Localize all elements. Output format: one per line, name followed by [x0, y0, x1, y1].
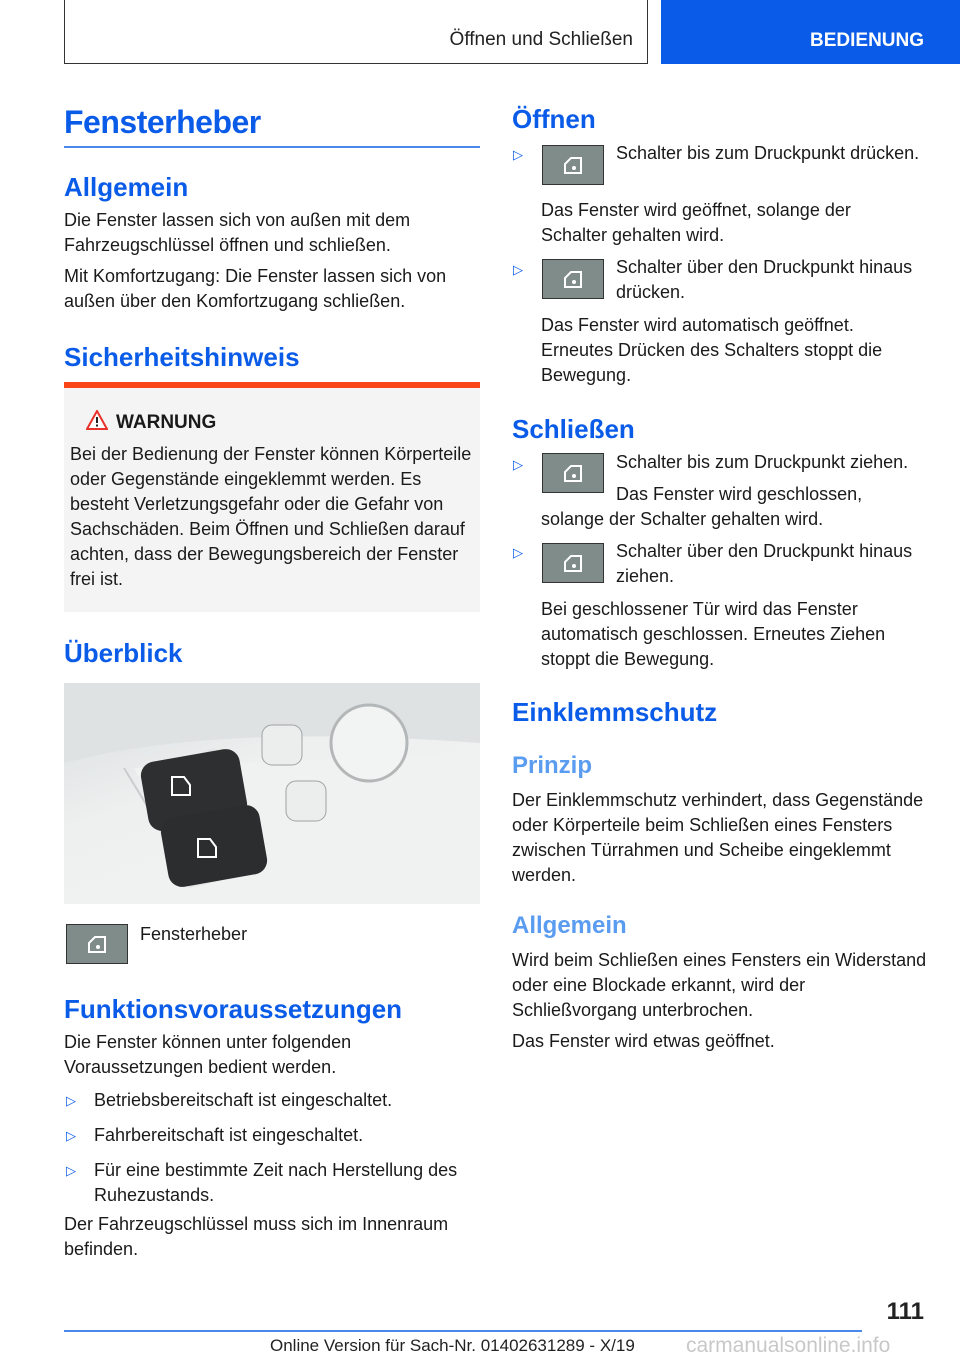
window-switch-photo	[64, 683, 480, 904]
page-number: 111	[886, 1298, 924, 1325]
section-title: Öffnen und Schließen	[449, 29, 633, 50]
heading-allgemein: Allgemein	[64, 172, 189, 202]
page-title: Fensterheber	[64, 104, 261, 140]
chapter-tab-label: BEDIENUNG	[810, 30, 925, 51]
bullet-icon: ▷	[513, 147, 523, 162]
funktion-intro: Die Fenster können unter folgenden Voraussetzungen bedient werden.	[64, 1032, 352, 1077]
warning-text: Bei der Bedienung der Fenster können Körperteile oder Gegenstände eingeklemmt werden. Es besteht Verletzungsgefahr oder die Gefahr von Sachschäden. Beim Öffnen und Schließen darauf achten, dass der Bewegungsbereich der Fenster frei ist.	[70, 444, 472, 589]
window-lifter-icon	[543, 146, 603, 184]
bullet-icon: ▷	[513, 262, 523, 277]
allgemein-p1: Die Fenster lassen sich von außen mit dem Fahrzeugschlüssel öffnen und schließen.	[64, 210, 411, 255]
heading-sicherheitshinweis: Sicherheitshinweis	[64, 342, 300, 372]
schliessen-step2: Schalter über den Druckpunkt hinaus ziehen.	[616, 541, 913, 586]
warning-bar	[64, 382, 480, 388]
header-section-box	[64, 0, 648, 64]
heading-schliessen: Schließen	[512, 414, 635, 444]
allgemein-text-2: Das Fenster wird etwas geöffnet.	[512, 1031, 775, 1051]
schliessen-step1: Schalter bis zum Druckpunkt ziehen.	[616, 452, 909, 472]
allgemein-text: Wird beim Schließen eines Fensters ein Widerstand oder eine Blockade erkannt, wird der Schließvorgang unterbrochen.	[512, 950, 927, 1020]
online-version-text: Online Version für Sach-Nr. 01402631289 - X/19	[270, 1336, 635, 1355]
oeffnen-step2: Schalter über den Druckpunkt hinaus drücken.	[616, 257, 913, 302]
symbol-caption: Fensterheber	[140, 924, 248, 944]
bullet-icon: ▷	[513, 457, 523, 472]
heading-einklemmschutz: Einklemmschutz	[512, 697, 718, 727]
watermark: carmanualsonline.info	[686, 1334, 891, 1357]
schliessen-step1-note: Das Fenster wird geschlossen, solange der Schalter gehalten wird.	[541, 484, 863, 529]
bullet-icon: ▷	[513, 545, 523, 560]
warning-title: WARNUNG	[116, 412, 217, 433]
warning-box	[64, 382, 480, 612]
schliessen-step2-note: Bei geschlossener Tür wird das Fenster automatisch geschlossen. Erneutes Ziehen stoppt die Bewegung.	[541, 599, 886, 669]
funktion-item: Für eine bestimmte Zeit nach Herstellung des Ruhezustands.	[94, 1160, 458, 1205]
title-rule	[64, 146, 480, 148]
oeffnen-step1-note: Das Fenster wird geöffnet, solange der Schalter gehalten wird.	[541, 200, 851, 245]
heading-prinzip: Prinzip	[512, 752, 593, 779]
funktion-item: Fahrbereitschaft ist eingeschaltet.	[94, 1125, 364, 1145]
window-switch-symbol	[542, 543, 604, 583]
bullet-icon: ▷	[66, 1128, 76, 1143]
heading-oeffnen: Öffnen	[512, 104, 596, 134]
bullet-icon: ▷	[66, 1093, 76, 1108]
window-switch-symbol	[542, 259, 604, 299]
funktion-item: Betriebsbereitschaft ist eingeschaltet.	[94, 1090, 393, 1110]
oeffnen-step2-note: Das Fenster wird automatisch geöffnet. Erneutes Drücken des Schalters stoppt die Bewegung.	[541, 315, 883, 385]
window-lifter-symbol	[66, 924, 128, 964]
warning-triangle-icon	[86, 410, 108, 430]
footer-rule	[64, 1330, 862, 1332]
window-switch-symbol	[542, 145, 604, 185]
heading-funktionsvoraussetzungen: Funktionsvoraussetzungen	[64, 994, 403, 1024]
oeffnen-step1: Schalter bis zum Druckpunkt drücken.	[616, 143, 920, 163]
chapter-tab[interactable]	[661, 0, 960, 64]
heading-allgemein-2: Allgemein	[512, 912, 627, 939]
heading-ueberblick: Überblick	[64, 638, 183, 668]
window-lifter-icon	[543, 260, 603, 298]
window-lifter-icon	[543, 544, 603, 582]
allgemein-p2: Mit Komfortzugang: Die Fenster lassen sich von außen über den Komfortzugang schließen.	[64, 266, 447, 311]
window-lifter-icon	[67, 925, 127, 963]
funktion-outro: Der Fahrzeugschlüssel muss sich im Innenraum befinden.	[64, 1214, 449, 1259]
prinzip-text: Der Einklemmschutz verhindert, dass Gegenstände oder Körperteile beim Schließen eines Fensters zwischen Türrahmen und Scheibe eingeklemmt werden.	[512, 790, 924, 885]
bullet-icon: ▷	[66, 1163, 76, 1178]
